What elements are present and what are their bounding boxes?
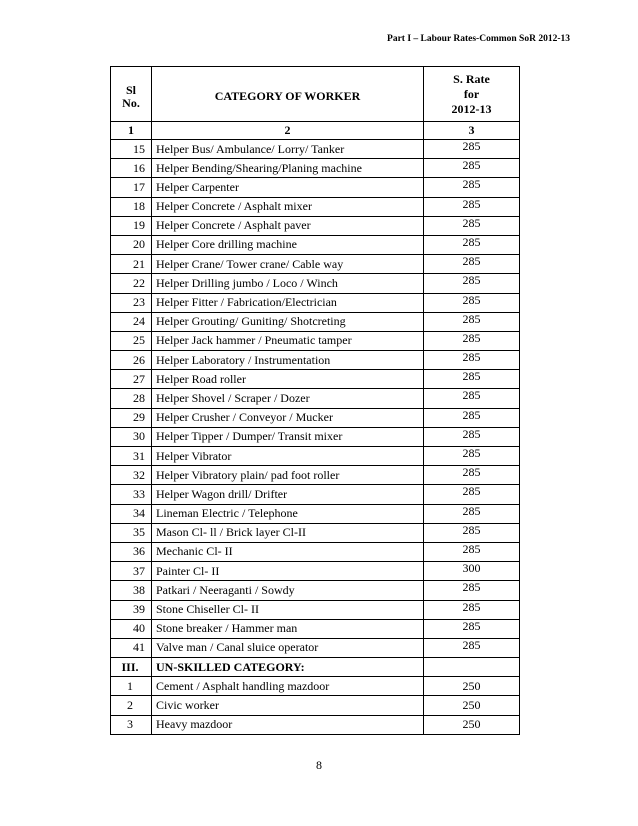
row-rate: 285 (424, 523, 520, 542)
table-row (111, 447, 520, 466)
row-category: Helper Crusher / Conveyor / Mucker (152, 408, 424, 427)
row-rate: 285 (424, 235, 520, 254)
table-header-row (111, 67, 520, 122)
section-row (111, 658, 520, 677)
table-row (111, 466, 520, 485)
row-category: Helper Bus/ Ambulance/ Lorry/ Tanker (152, 140, 424, 159)
row-sl-no: 32 (111, 466, 152, 485)
row-category: Helper Vibratory plain/ pad foot roller (152, 466, 424, 485)
table-row (111, 408, 520, 427)
row-sl-no: 29 (111, 408, 152, 427)
row-category: Helper Concrete / Asphalt mixer (152, 197, 424, 216)
row-sl-no: 2 (111, 696, 152, 715)
labour-rates-table (110, 66, 520, 735)
table-row (111, 696, 520, 715)
row-rate: 250 (424, 696, 520, 715)
row-sl-no: 20 (111, 235, 152, 254)
column-number-3: 3 (424, 122, 520, 140)
column-number-2: 2 (152, 122, 424, 140)
row-sl-no: 1 (111, 677, 152, 696)
row-rate: 285 (424, 178, 520, 197)
table-row (111, 159, 520, 178)
row-rate: 285 (424, 140, 520, 159)
row-category: Helper Road roller (152, 370, 424, 389)
row-rate: 285 (424, 389, 520, 408)
row-category: Helper Concrete / Asphalt paver (152, 216, 424, 235)
row-sl-no: III. (111, 658, 152, 677)
row-rate: 285 (424, 485, 520, 504)
table-row (111, 370, 520, 389)
row-category: Mason Cl- ll / Brick layer Cl-II (152, 523, 424, 542)
row-category: UN-SKILLED CATEGORY: (152, 658, 424, 677)
row-sl-no: 25 (111, 331, 152, 350)
row-sl-no: 40 (111, 619, 152, 638)
table-row (111, 523, 520, 542)
table-row (111, 274, 520, 293)
row-sl-no: 27 (111, 370, 152, 389)
header-rate: S. Rate for 2012-13 (424, 67, 520, 122)
row-category: Helper Carpenter (152, 178, 424, 197)
row-rate: 250 (424, 715, 520, 734)
row-rate: 285 (424, 351, 520, 370)
row-category: Helper Jack hammer / Pneumatic tamper (152, 331, 424, 350)
table-row (111, 389, 520, 408)
table-row (111, 504, 520, 523)
table-row (111, 140, 520, 159)
row-sl-no: 17 (111, 178, 152, 197)
row-rate: 285 (424, 638, 520, 657)
row-category: Helper Grouting/ Guniting/ Shotcreting (152, 312, 424, 331)
row-rate: 285 (424, 216, 520, 235)
row-rate: 285 (424, 427, 520, 446)
row-sl-no: 26 (111, 351, 152, 370)
row-sl-no: 21 (111, 255, 152, 274)
row-category: Civic worker (152, 696, 424, 715)
row-category: Helper Shovel / Scraper / Dozer (152, 389, 424, 408)
table-row (111, 351, 520, 370)
row-category: Patkari / Neeraganti / Sowdy (152, 581, 424, 600)
row-sl-no: 41 (111, 638, 152, 657)
row-category: Helper Bending/Shearing/Planing machine (152, 159, 424, 178)
row-rate: 285 (424, 600, 520, 619)
row-sl-no: 33 (111, 485, 152, 504)
row-rate: 285 (424, 255, 520, 274)
row-sl-no: 34 (111, 504, 152, 523)
row-category: Mechanic Cl- II (152, 542, 424, 561)
table-row (111, 312, 520, 331)
table-row (111, 485, 520, 504)
row-sl-no: 18 (111, 197, 152, 216)
header-category: CATEGORY OF WORKER (152, 67, 424, 122)
row-category: Stone breaker / Hammer man (152, 619, 424, 638)
row-rate: 285 (424, 504, 520, 523)
row-category: Helper Crane/ Tower crane/ Cable way (152, 255, 424, 274)
row-category: Painter Cl- II (152, 562, 424, 581)
row-sl-no: 16 (111, 159, 152, 178)
row-category: Helper Fitter / Fabrication/Electrician (152, 293, 424, 312)
row-sl-no: 38 (111, 581, 152, 600)
row-sl-no: 36 (111, 542, 152, 561)
row-rate: 285 (424, 581, 520, 600)
running-header: Part I – Labour Rates-Common SoR 2012-13 (387, 34, 570, 44)
row-rate: 285 (424, 447, 520, 466)
row-rate: 285 (424, 159, 520, 178)
row-rate: 285 (424, 370, 520, 389)
table-row (111, 235, 520, 254)
row-rate: 285 (424, 312, 520, 331)
row-rate: 285 (424, 466, 520, 485)
row-sl-no: 39 (111, 600, 152, 619)
row-rate: 285 (424, 408, 520, 427)
table-row (111, 542, 520, 561)
row-rate: 250 (424, 677, 520, 696)
table-body (111, 140, 520, 735)
row-category: Helper Vibrator (152, 447, 424, 466)
table-row (111, 619, 520, 638)
page-number: 8 (316, 758, 322, 772)
row-category: Lineman Electric / Telephone (152, 504, 424, 523)
table-row (111, 677, 520, 696)
row-sl-no: 37 (111, 562, 152, 581)
row-sl-no: 24 (111, 312, 152, 331)
table-row (111, 715, 520, 734)
row-rate (424, 658, 520, 677)
table-row (111, 600, 520, 619)
header-sl-no: Sl No. (111, 67, 152, 122)
table-row (111, 197, 520, 216)
row-sl-no: 22 (111, 274, 152, 293)
row-rate: 285 (424, 293, 520, 312)
row-sl-no: 15 (111, 140, 152, 159)
row-rate: 300 (424, 562, 520, 581)
table-row (111, 562, 520, 581)
table-column-number-row (111, 122, 520, 140)
row-sl-no: 35 (111, 523, 152, 542)
row-category: Helper Drilling jumbo / Loco / Winch (152, 274, 424, 293)
table-row (111, 216, 520, 235)
row-sl-no: 30 (111, 427, 152, 446)
row-category: Helper Laboratory / Instrumentation (152, 351, 424, 370)
table-row (111, 178, 520, 197)
row-sl-no: 19 (111, 216, 152, 235)
column-number-1: 1 (111, 122, 152, 140)
row-rate: 285 (424, 331, 520, 350)
row-sl-no: 28 (111, 389, 152, 408)
table-row (111, 255, 520, 274)
row-category: Helper Wagon drill/ Drifter (152, 485, 424, 504)
row-rate: 285 (424, 274, 520, 293)
row-sl-no: 23 (111, 293, 152, 312)
row-rate: 285 (424, 197, 520, 216)
row-category: Stone Chiseller Cl- II (152, 600, 424, 619)
row-category: Heavy mazdoor (152, 715, 424, 734)
row-category: Cement / Asphalt handling mazdoor (152, 677, 424, 696)
table-row (111, 331, 520, 350)
row-rate: 285 (424, 542, 520, 561)
table-row (111, 638, 520, 657)
row-sl-no: 31 (111, 447, 152, 466)
table-row (111, 581, 520, 600)
row-sl-no: 3 (111, 715, 152, 734)
table-row (111, 293, 520, 312)
table-row (111, 427, 520, 446)
row-category: Helper Tipper / Dumper/ Transit mixer (152, 427, 424, 446)
row-category: Valve man / Canal sluice operator (152, 638, 424, 657)
row-category: Helper Core drilling machine (152, 235, 424, 254)
row-rate: 285 (424, 619, 520, 638)
